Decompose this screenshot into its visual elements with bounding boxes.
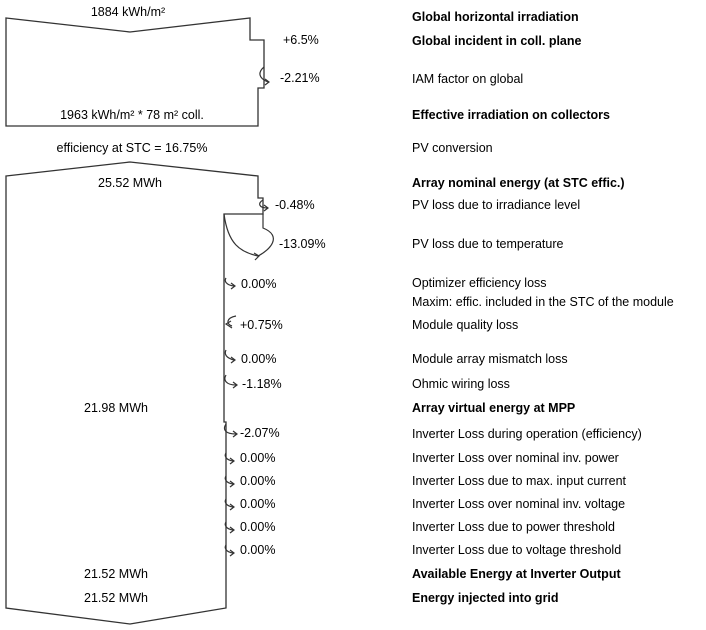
label-pv-conversion: PV conversion: [412, 141, 493, 155]
label-module-quality: Module quality loss: [412, 318, 519, 332]
step-value-6: +0.75%: [240, 318, 283, 332]
label-power-threshold: Inverter Loss due to power threshold: [412, 520, 615, 534]
label-inverter-power: Inverter Loss over nominal inv. power: [412, 451, 619, 465]
step-value-13: 0.00%: [240, 520, 276, 534]
global-horizontal-value: 1884 kWh/m²: [90, 5, 166, 19]
step-value-9: -2.07%: [240, 426, 280, 440]
step-value-12: 0.00%: [240, 497, 276, 511]
label-inverter-operation: Inverter Loss during operation (efficiency): [412, 427, 642, 441]
label-global-incident: Global incident in coll. plane: [412, 34, 582, 48]
step-value-14: 0.00%: [240, 543, 276, 557]
injected-energy-value: 21.52 MWh: [84, 591, 148, 605]
step-value-4: -13.09%: [279, 237, 326, 251]
step-value-5: 0.00%: [241, 277, 277, 291]
effective-irradiation-value: 1963 kWh/m² * 78 m² coll.: [60, 108, 204, 122]
temperature-loss-curve: [224, 214, 273, 256]
array-nominal-value: 25.52 MWh: [98, 176, 162, 190]
label-array-nominal: Array nominal energy (at STC effic.): [412, 176, 625, 190]
label-inverter-current: Inverter Loss due to max. input current: [412, 474, 626, 488]
label-inverter-voltage: Inverter Loss over nominal inv. voltage: [412, 497, 626, 511]
step-value-7: 0.00%: [241, 352, 277, 366]
efficiency-text: efficiency at STC = 16.75%: [56, 141, 208, 155]
step-value-2: -2.21%: [280, 71, 320, 85]
label-global-horizontal: Global horizontal irradiation: [412, 10, 579, 24]
label-optimizer-loss: Optimizer efficiency loss: [412, 276, 547, 290]
label-mismatch-loss: Module array mismatch loss: [412, 352, 568, 366]
label-voltage-threshold: Inverter Loss due to voltage threshold: [412, 543, 622, 557]
label-optimizer-note: Maxim: effic. included in the STC of the module: [412, 295, 674, 309]
step-value-8: -1.18%: [242, 377, 282, 391]
array-virtual-value: 21.98 MWh: [84, 401, 148, 415]
label-iam-factor: IAM factor on global: [412, 72, 524, 86]
label-irradiance-loss: PV loss due to irradiance level: [412, 198, 581, 212]
quality-gain-curve: [228, 316, 236, 326]
label-ohmic-loss: Ohmic wiring loss: [412, 377, 510, 391]
step-value-10: 0.00%: [240, 451, 276, 465]
label-available-energy: Available Energy at Inverter Output: [412, 567, 621, 581]
label-effective-irradiation: Effective irradiation on collectors: [412, 108, 610, 122]
energy-flow-shape: [6, 162, 263, 624]
step-value-3: -0.48%: [275, 198, 315, 212]
step-value-1: +6.5%: [283, 33, 319, 47]
available-energy-value: 21.52 MWh: [84, 567, 148, 581]
label-array-virtual: Array virtual energy at MPP: [412, 401, 576, 415]
temperature-loss-arrowhead: [254, 253, 259, 260]
step-value-11: 0.00%: [240, 474, 276, 488]
label-energy-injected: Energy injected into grid: [412, 591, 559, 605]
label-temperature-loss: PV loss due to temperature: [412, 237, 564, 251]
